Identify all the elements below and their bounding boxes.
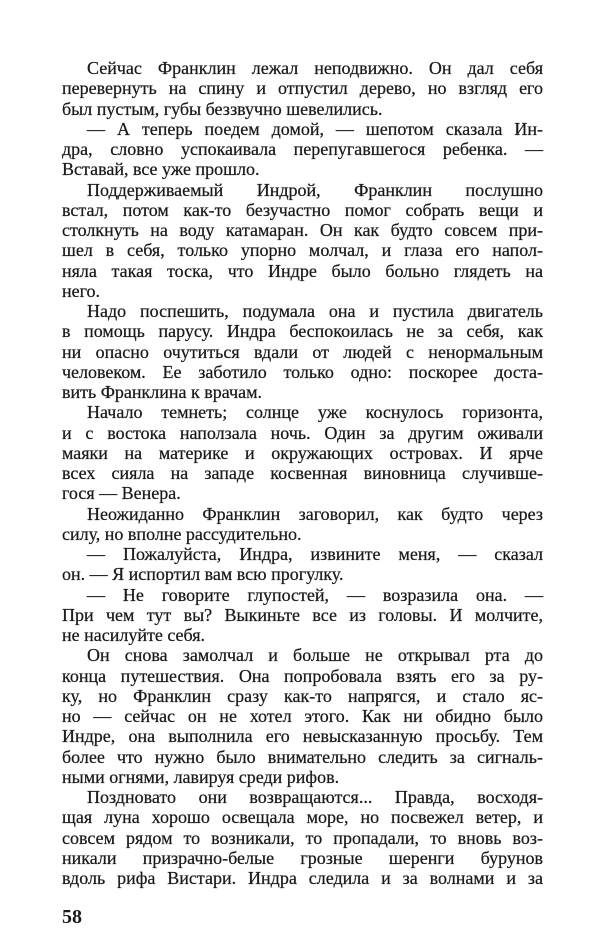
page-number: 58 bbox=[62, 906, 82, 928]
text-line: он. — Я испортил вам всю прогулку. bbox=[62, 564, 344, 585]
text-line: Он снова замолчал и больше не открывал рта до bbox=[87, 645, 543, 666]
text-line: всех сияла на западе косвенная виновница случивше- bbox=[62, 463, 543, 483]
text-line: При чем тут вы? Выкиньте все из головы. И молчите, bbox=[62, 604, 543, 625]
text-line: никали призрачно-белые грозные шеренги бурунов bbox=[62, 847, 543, 868]
text-line: — Пожалуйста, Индра, извините меня, — сказал bbox=[87, 544, 543, 564]
text-line: ни опасно очутиться вдали от людей с ненормальным bbox=[62, 341, 543, 362]
text-line: совсем рядом то возникали, то пропадали, то вновь воз- bbox=[62, 827, 543, 848]
text-line: встал, потом как-то безучастно помог собрать вещи и bbox=[62, 199, 543, 220]
text-line: ку, но Франклин сразу как-то напрягся, и стало яс- bbox=[62, 685, 543, 706]
text-line: столкнуть на воду катамаран. Он как будто совсем при- bbox=[62, 220, 543, 240]
text-line: перевернуть на спину и отпустил дерево, но взгляд его bbox=[62, 78, 543, 99]
text-line: шел в себя, только упорно молчал, и глаза его напол- bbox=[62, 240, 543, 261]
text-line: в помощь парусу. Индра беспокоилась не за себя, как bbox=[62, 321, 543, 342]
text-line: гося — Венера. bbox=[62, 483, 181, 504]
text-line: маяки на материке и окружающих островах. И ярче bbox=[62, 442, 543, 463]
text-line: Неожиданно Франклин заговорил, как будто через bbox=[87, 503, 543, 524]
text-line: более что нужно было внимательно следить за сигналь- bbox=[62, 746, 543, 767]
text-line: и с востока наползала ночь. Один за другим оживали bbox=[62, 422, 543, 443]
text-line: силу, но вполне рассудительно. bbox=[62, 523, 302, 544]
text-line: него. bbox=[62, 280, 101, 301]
text-line: вдоль рифа Вистари. Индра следила и за волнами и за bbox=[62, 868, 543, 888]
text-line: был пустым, губы беззвучно шевелились. bbox=[62, 98, 383, 119]
text-line: Поддерживаемый Индрой, Франклин послушно bbox=[87, 179, 543, 200]
text-line: ными огнями, лавируя среди рифов. bbox=[62, 766, 340, 787]
text-line: дра, словно успокаивала перепугавшегося ребенка. — bbox=[62, 139, 543, 159]
text-line: человеком. Ее заботило только одно: поскорее доста- bbox=[62, 361, 543, 382]
text-line: Поздновато они возвращаются... Правда, восходя- bbox=[87, 787, 543, 807]
text-line: не насилуйте себя. bbox=[62, 625, 206, 645]
text-line: Надо поспешить, подумала она и пустила двигатель bbox=[87, 301, 543, 321]
text-line: — А теперь поедем домой, — шепотом сказала Ин- bbox=[87, 118, 543, 139]
text-line: Сейчас Франклин лежал неподвижно. Он дал себя bbox=[87, 58, 543, 78]
text-line: нялa такая тоска, что Индре было больно глядеть на bbox=[62, 260, 543, 281]
text-line: Индре, она выполнила его невысказанную просьбу. Тем bbox=[62, 726, 543, 747]
text-line: Начало темнеть; солнце уже коснулось горизонта, bbox=[87, 402, 543, 423]
text-line: конца путешествия. Она попробовала взять его за ру- bbox=[62, 665, 543, 686]
text-line: щая луна хорошо освещала море, но посвежел ветер, и bbox=[62, 807, 543, 828]
text-line: Вставай, все уже прошло. bbox=[62, 159, 260, 180]
text-line: но — сейчас он не хотел этого. Как ни обидно было bbox=[62, 706, 543, 726]
text-line: — Не говорите глупостей, — возразила она. — bbox=[87, 584, 543, 605]
text-line: вить Франклина к врачам. bbox=[62, 382, 262, 402]
